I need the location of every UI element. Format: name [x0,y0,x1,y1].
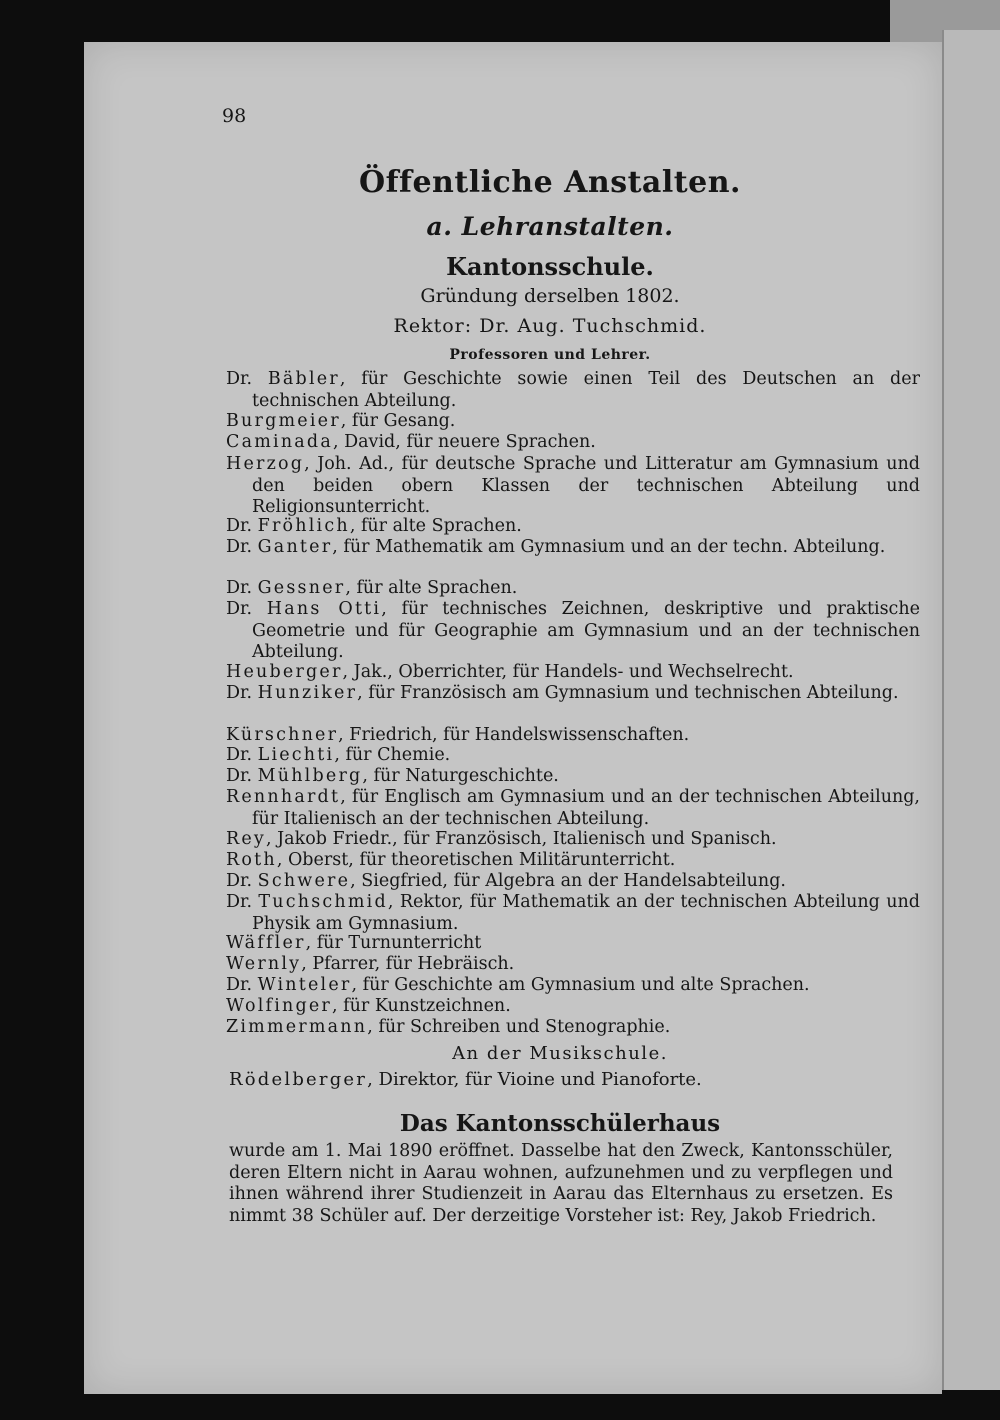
staff-description: , für Englisch am Gymnasium und an der technischen Abteilung, für Italienisch an der technischen Abteilung. [252,787,920,829]
staff-prefix: Dr. [226,871,253,891]
page-number: 98 [222,105,247,127]
staff-entry [226,537,920,559]
section-title: a. Lehranstalten. [426,212,674,241]
staff-heading: Professoren und Lehrer. [449,347,651,363]
adjacent-page-edge [942,30,1000,1390]
staff-description: , Joh. Ad., für deutsche Sprache und Litteratur am Gymnasium und den beiden obern Klassen der technischen Abteilung und Religionsunterricht. [252,454,920,517]
staff-name: Winteler [257,975,352,995]
staff-entry [226,662,920,684]
staff-name: Hans Otti [266,599,382,619]
staff-description: , Rektor, für Mathematik an der technischen Abteilung und Physik am Gymnasium. [252,892,920,934]
staff-entry [226,787,920,830]
staff-description: , für Französisch am Gymnasium und technischen Abteilung. [357,683,899,703]
staff-prefix: Dr. [226,369,253,389]
staff-description: , David, für neuere Sprachen. [332,432,596,452]
founding-line: Gründung derselben 1802. [420,285,680,307]
staff-prefix: Dr. [226,975,253,995]
staff-entry [226,892,920,935]
staff-description: , für Turnunterricht [305,933,482,953]
staff-entry [226,1017,920,1039]
staff-prefix: Dr. [226,683,253,703]
staff-name: Mühlberg [257,766,363,786]
staff-description: , für Mathematik am Gymnasium und an der techn. Abteilung. [332,537,886,557]
staff-name: Rödelberger [229,1069,368,1090]
staff-name: Liechti [257,745,335,765]
staff-name: Ganter [257,537,333,557]
staff-name: Wernly [226,954,302,974]
staff-description: , Oberst, für theoretischen Militärunterricht. [276,850,676,870]
staff-description: , Siegfried, für Algebra an der Handelsabteilung. [350,871,786,891]
music-school-entry [229,1069,702,1090]
staff-entry [226,850,920,872]
staff-entry [226,871,920,893]
staff-entry [226,954,920,976]
staff-entry [226,454,920,519]
staff-prefix: Dr. [226,745,253,765]
staff-entry [226,578,920,600]
staff-entry [226,766,920,788]
staff-name: Burgmeier [226,411,341,431]
dormitory-title: Das Kantonsschülerhaus [399,1110,721,1137]
staff-entry [226,432,920,454]
rector-line: Rektor: Dr. Aug. Tuchschmid. [393,315,707,337]
staff-description: , für alte Sprachen. [349,516,522,536]
staff-name: Fröhlich [257,516,350,536]
school-title: Kantonsschule. [446,252,654,281]
staff-description: , für Gesang. [340,411,456,431]
staff-name: Hunziker [257,683,358,703]
staff-description: , Jakob Friedr., für Französisch, Italienisch und Spanisch. [266,829,777,849]
staff-name: Heuberger [226,662,343,682]
staff-prefix: Dr. [226,537,253,557]
staff-description: , Pfarrer, für Hebräisch. [301,954,515,974]
staff-description: , für Chemie. [334,745,451,765]
staff-entry [226,996,920,1018]
staff-prefix: Dr. [226,578,253,598]
staff-description: , Jak., Oberrichter, für Handels- und Wechselrecht. [342,662,794,682]
staff-description: , für Geschichte am Gymnasium und alte Sprachen. [351,975,810,995]
staff-description: , Direktor, für Vioine und Pianoforte. [367,1069,702,1090]
staff-description: , für Geschichte sowie einen Teil des Deutschen an der technischen Abteilung. [252,369,920,411]
staff-entry [226,725,920,747]
page-title: Öffentliche Anstalten. [359,165,741,200]
staff-entry [226,516,920,538]
staff-entry [226,975,920,997]
staff-description: , für technisches Zeichnen, deskriptive und praktische Geometrie und für Geographie am Gymnasium und an der technischen Abteilung. [252,599,920,662]
staff-description: , für Schreiben und Stenographie. [367,1017,671,1037]
music-school-heading: An der Musikschule. [452,1043,668,1064]
staff-name: Schwere [257,871,351,891]
staff-entry [226,745,920,767]
staff-entry [226,599,920,664]
staff-name: Bäbler [267,369,340,389]
staff-name: Tuchschmid [258,892,388,912]
staff-name: Caminada [226,432,333,452]
staff-name: Herzog [226,454,305,474]
staff-description: , für Naturgeschichte. [362,766,559,786]
staff-entry [226,933,920,955]
staff-entry [226,829,920,851]
staff-entry [226,683,920,705]
staff-prefix: Dr. [226,516,253,536]
staff-prefix: Dr. [226,599,253,619]
staff-prefix: Dr. [226,766,253,786]
staff-name: Rennhardt [226,787,341,807]
staff-name: Kürschner [226,725,339,745]
staff-name: Rey [226,829,267,849]
staff-name: Wäffler [226,933,306,953]
staff-entry [226,411,920,433]
staff-prefix: Dr. [226,892,253,912]
staff-description: , für alte Sprachen. [345,578,518,598]
staff-name: Zimmermann [226,1017,368,1037]
staff-entry [226,369,920,412]
dormitory-paragraph: wurde am 1. Mai 1890 eröffnet. Dasselbe hat den Zweck, Kantonsschüler, deren Eltern nicht in Aarau wohnen, aufzunehmen und zu verpflegen und ihnen während ihrer Studienzeit in Aarau das Elternhaus zu ersetzen. Es nimmt 38 Schüler auf. Der derzeitige Vorsteher ist: Rey, Jakob Friedrich. [229,1141,893,1226]
staff-name: Gessner [257,578,346,598]
staff-description: , für Kunstzeichnen. [332,996,511,1016]
staff-name: Wolfinger [226,996,333,1016]
staff-description: , Friedrich, für Handelswissenschaften. [338,725,690,745]
staff-name: Roth [226,850,277,870]
